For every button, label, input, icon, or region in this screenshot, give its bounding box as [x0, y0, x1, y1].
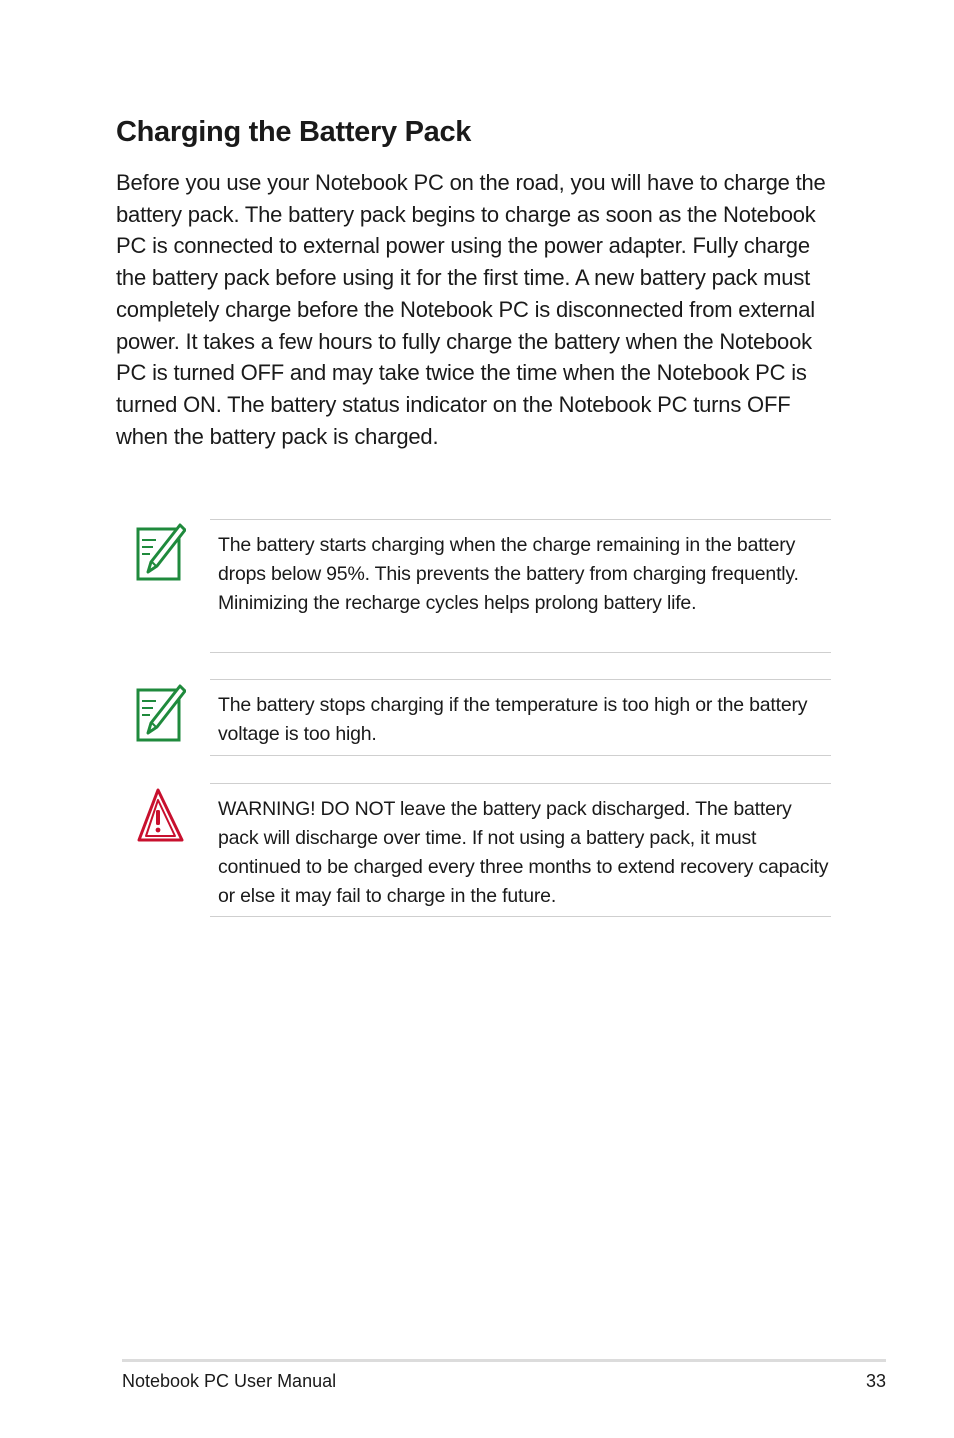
- warning-triangle-icon: [136, 786, 186, 846]
- note-pencil-icon: [136, 683, 186, 743]
- body-paragraph: Before you use your Notebook PC on the road, you will have to charge the battery pack. The battery pack begins to charge as soon as the Notebook PC is connected to external power using the power adapter. Fully charge the battery pack before using it for the first time. A new battery pack must completely charge before the Notebook PC is disconnected from external power. It takes a few hours to fully charge the battery when the Notebook PC is turned OFF and may take twice the time when the Notebook PC is turned ON. The battery status indicator on the Notebook PC turns OFF when the battery pack is charged.: [116, 170, 826, 449]
- note-pencil-icon: [136, 522, 186, 582]
- page-title: Charging the Battery Pack: [116, 116, 472, 148]
- warning-box: [210, 783, 831, 917]
- note-text: The battery stops charging if the temperature is too high or the battery voltage is too high.: [218, 694, 808, 745]
- warning-text: WARNING! DO NOT leave the battery pack discharged. The battery pack will discharge over time. If not using a battery pack, it must continued to be charged every three months to extend recovery capacity or else it may fail to charge in the future.: [218, 798, 829, 907]
- page-number: 33: [865, 1371, 886, 1391]
- note-box: [210, 519, 831, 653]
- footer-manual-title: Notebook PC User Manual: [122, 1371, 337, 1391]
- note-text: The battery starts charging when the charge remaining in the battery drops below 95%. This prevents the battery from charging frequently. Minimizing the recharge cycles helps prolong battery life.: [218, 534, 799, 614]
- footer-divider: [122, 1359, 886, 1362]
- note-box: [210, 679, 831, 756]
